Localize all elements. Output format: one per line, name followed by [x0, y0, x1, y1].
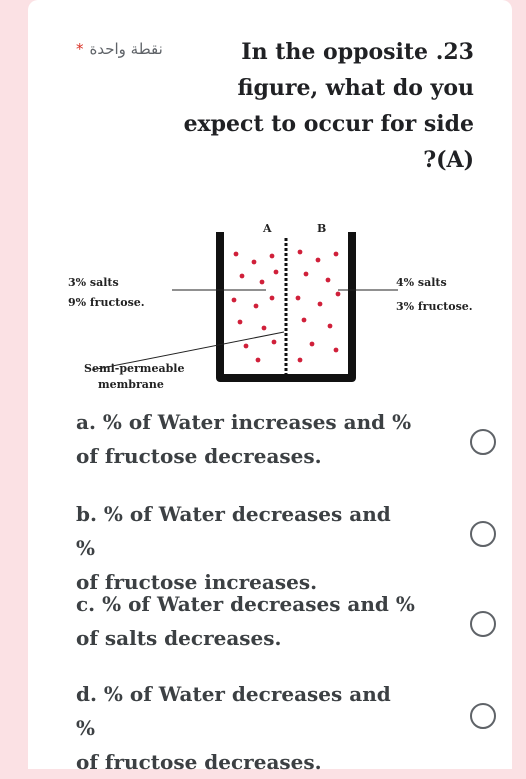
option-b-line-2: of fructose increases. — [76, 570, 318, 594]
particle-dot — [298, 250, 303, 255]
particle-dot — [304, 272, 309, 277]
side-b-label: B — [317, 222, 327, 235]
option-a-line-2: of fructose decreases. — [76, 444, 322, 468]
particle-dot — [296, 296, 301, 301]
question-line-3: expect to occur for side — [183, 111, 474, 137]
option-d-line-1: d. % of Water decreases and % — [76, 682, 391, 740]
option-b-radio[interactable] — [470, 521, 496, 547]
particle-dot — [234, 252, 239, 257]
option-d-line-2: of fructose decreases. — [76, 750, 322, 774]
option-a[interactable] — [76, 405, 496, 473]
particle-dot — [310, 342, 315, 347]
question-text — [174, 34, 474, 178]
option-a-radio[interactable] — [470, 429, 496, 455]
particle-dot — [256, 358, 261, 363]
option-c[interactable] — [76, 587, 496, 655]
membrane-label-line-1: Semi-permeable — [84, 362, 185, 375]
option-c-line-1: c. % of Water decreases and % — [76, 592, 415, 616]
particle-dot — [334, 252, 339, 257]
question-line-1: In the opposite .23 — [241, 39, 474, 65]
particle-dot — [270, 296, 275, 301]
particle-dot — [318, 302, 323, 307]
option-a-line-1: a. % of Water increases and % — [76, 410, 412, 434]
particle-dot — [274, 270, 279, 275]
question-line-4: ?(A) — [423, 147, 474, 173]
particle-dot — [254, 304, 259, 309]
option-b-line-1: b. % of Water decreases and % — [76, 502, 391, 560]
required-marker: * — [76, 40, 84, 58]
question-line-2: figure, what do you — [237, 75, 474, 101]
particle-dot — [328, 324, 333, 329]
particle-dot — [298, 358, 303, 363]
osmosis-figure — [60, 210, 480, 400]
option-c-line-2: of salts decreases. — [76, 626, 282, 650]
membrane-label-line-2: membrane — [98, 378, 164, 391]
particle-dot — [238, 320, 243, 325]
points-text: نقطة واحدة — [89, 40, 163, 58]
option-c-radio[interactable] — [470, 611, 496, 637]
right-fructose-label: 3% fructose. — [396, 300, 473, 313]
particle-dot — [262, 326, 267, 331]
particle-dot — [316, 258, 321, 263]
particle-dot — [336, 292, 341, 297]
particle-dot — [260, 280, 265, 285]
option-a-text — [76, 405, 416, 473]
particle-dot — [270, 254, 275, 259]
option-b[interactable] — [76, 497, 496, 599]
option-d-text — [76, 677, 416, 779]
option-c-text — [76, 587, 416, 655]
left-salts-label: 3% salts — [68, 276, 119, 289]
particle-dot — [240, 274, 245, 279]
particle-dot — [244, 344, 249, 349]
particle-dot — [232, 298, 237, 303]
points-label — [76, 40, 163, 58]
particle-dot — [272, 340, 277, 345]
side-a-label: A — [263, 222, 272, 235]
particle-dot — [334, 348, 339, 353]
option-b-text — [76, 497, 416, 599]
left-fructose-label: 9% fructose. — [68, 296, 145, 309]
particle-dot — [326, 278, 331, 283]
particle-dot — [252, 260, 257, 265]
right-salts-label: 4% salts — [396, 276, 447, 289]
option-d[interactable] — [76, 677, 496, 779]
particle-dot — [302, 318, 307, 323]
option-d-radio[interactable] — [470, 703, 496, 729]
